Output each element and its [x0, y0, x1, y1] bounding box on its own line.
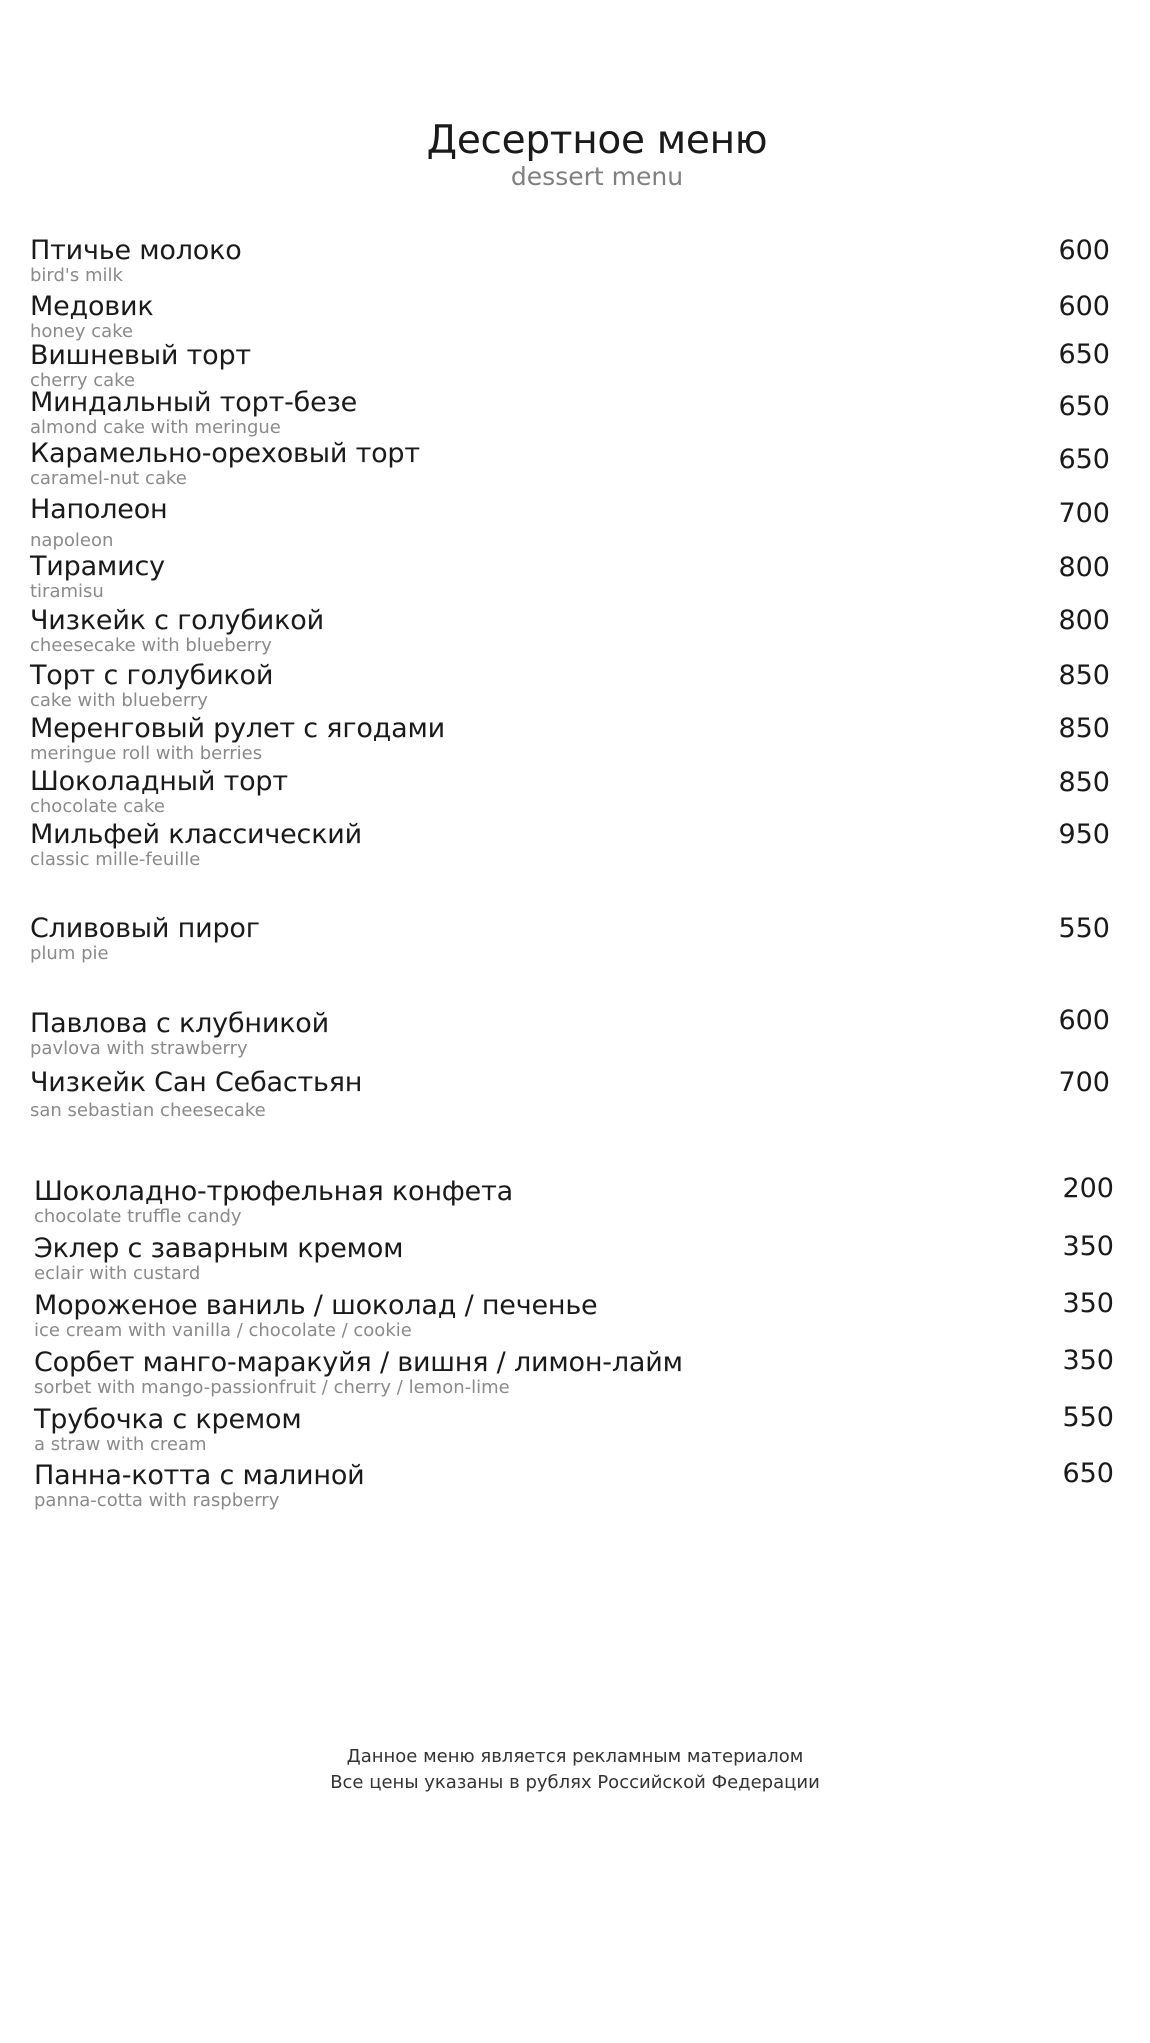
menu-item: [30, 292, 1110, 342]
item-english-name: sorbet with mango-passionfruit / cherry / lemon-lime: [34, 1377, 510, 1398]
item-name: Медовик: [30, 291, 154, 322]
item-name: Павлова с клубникой: [30, 1008, 329, 1039]
item-english-name: pavlova with strawberry: [30, 1038, 248, 1059]
item-price: 650: [1058, 391, 1110, 422]
menu-item: [30, 495, 1110, 551]
menu-item: [30, 439, 1110, 489]
item-price: 600: [1058, 235, 1110, 266]
item-price: 800: [1058, 605, 1110, 636]
item-price: 600: [1058, 291, 1110, 322]
item-english-name: classic mille-feuille: [30, 849, 201, 870]
item-english-name: caramel-nut cake: [30, 468, 187, 489]
item-english-name: plum pie: [30, 943, 109, 964]
item-name: Чизкейк с голубикой: [30, 605, 324, 636]
item-name: Шоколадный торт: [30, 766, 288, 797]
item-name: Наполеон: [30, 494, 168, 525]
item-name: Меренговый рулет с ягодами: [30, 713, 445, 744]
item-price: 350: [1062, 1345, 1114, 1376]
item-name: Торт с голубикой: [30, 660, 274, 691]
item-english-name: san sebastian cheesecake: [30, 1100, 266, 1121]
item-english-name: honey cake: [30, 321, 134, 342]
item-price: 700: [1058, 1067, 1110, 1098]
item-price: 650: [1058, 444, 1110, 475]
item-name: Чизкейк Сан Себастьян: [30, 1067, 363, 1098]
menu-item: [34, 1402, 1114, 1455]
menu-item: [30, 767, 1110, 817]
item-english-name: cake with blueberry: [30, 690, 208, 711]
menu-item: [34, 1173, 1114, 1227]
item-name: Карамельно-ореховый торт: [30, 438, 420, 469]
menu-item: [30, 341, 1110, 391]
footer-currency-note: Все цены указаны в рублях Российской Федерации: [330, 1772, 820, 1793]
item-name: Панна-котта с малиной: [34, 1460, 365, 1491]
menu-footer: [0, 1744, 1150, 1796]
item-name: Тирамису: [30, 551, 165, 582]
item-price: 350: [1062, 1231, 1114, 1262]
item-english-name: a straw with cream: [34, 1434, 207, 1455]
menu-item: [30, 388, 1110, 438]
item-english-name: chocolate truffle candy: [34, 1206, 242, 1227]
menu-item: [30, 914, 1110, 964]
item-name: Трубочка с кремом: [34, 1404, 302, 1435]
item-price: 650: [1062, 1458, 1114, 1489]
item-english-name: napoleon: [30, 530, 114, 551]
menu-item: [30, 714, 1110, 764]
item-english-name: cheesecake with blueberry: [30, 635, 272, 656]
item-english-name: meringue roll with berries: [30, 743, 263, 764]
item-english-name: tiramisu: [30, 581, 104, 602]
item-english-name: panna-cotta with raspberry: [34, 1490, 280, 1511]
menu-title: Десертное меню: [426, 118, 768, 163]
item-price: 650: [1058, 339, 1110, 370]
item-name: Вишневый торт: [30, 340, 251, 371]
item-price: 950: [1058, 819, 1110, 850]
item-name: Миндальный торт-безе: [30, 387, 358, 418]
item-name: Мороженое ваниль / шоколад / печенье: [34, 1290, 598, 1321]
item-english-name: ice cream with vanilla / chocolate / cookie: [34, 1320, 412, 1341]
menu-item: [30, 820, 1110, 870]
footer-advertising-note: Данное меню является рекламным материалом: [346, 1746, 804, 1767]
item-english-name: eclair with custard: [34, 1263, 201, 1284]
item-name: Сливовый пирог: [30, 913, 260, 944]
item-price: 350: [1062, 1288, 1114, 1319]
item-name: Сорбет манго-маракуйя / вишня / лимон-лайм: [34, 1347, 683, 1378]
menu-item: [30, 1005, 1110, 1059]
item-english-name: bird's milk: [30, 265, 123, 286]
item-price: 600: [1058, 1005, 1110, 1036]
item-price: 200: [1062, 1173, 1114, 1204]
item-name: Птичье молоко: [30, 235, 242, 266]
item-price: 850: [1058, 660, 1110, 691]
menu-item: [34, 1458, 1114, 1511]
menu-item: [30, 661, 1110, 711]
menu-item: [30, 236, 1110, 286]
item-name: Мильфей классический: [30, 819, 362, 850]
menu-item: [34, 1231, 1114, 1284]
item-english-name: chocolate cake: [30, 796, 165, 817]
item-english-name: cherry cake: [30, 370, 136, 391]
item-price: 850: [1058, 713, 1110, 744]
item-price: 550: [1058, 913, 1110, 944]
item-price: 700: [1058, 498, 1110, 529]
item-name: Эклер с заварным кремом: [34, 1233, 404, 1264]
menu-item: [34, 1288, 1114, 1341]
menu-item: [34, 1345, 1114, 1398]
item-price: 550: [1062, 1402, 1114, 1433]
menu-item: [30, 606, 1110, 656]
menu-header: [0, 118, 1150, 190]
menu-item: [30, 1068, 1110, 1121]
item-price: 800: [1058, 552, 1110, 583]
item-price: 850: [1058, 767, 1110, 798]
item-name: Шоколадно-трюфельная конфета: [34, 1176, 513, 1207]
menu-item: [30, 552, 1110, 602]
menu-subtitle: dessert menu: [510, 162, 684, 191]
item-english-name: almond cake with meringue: [30, 417, 281, 438]
